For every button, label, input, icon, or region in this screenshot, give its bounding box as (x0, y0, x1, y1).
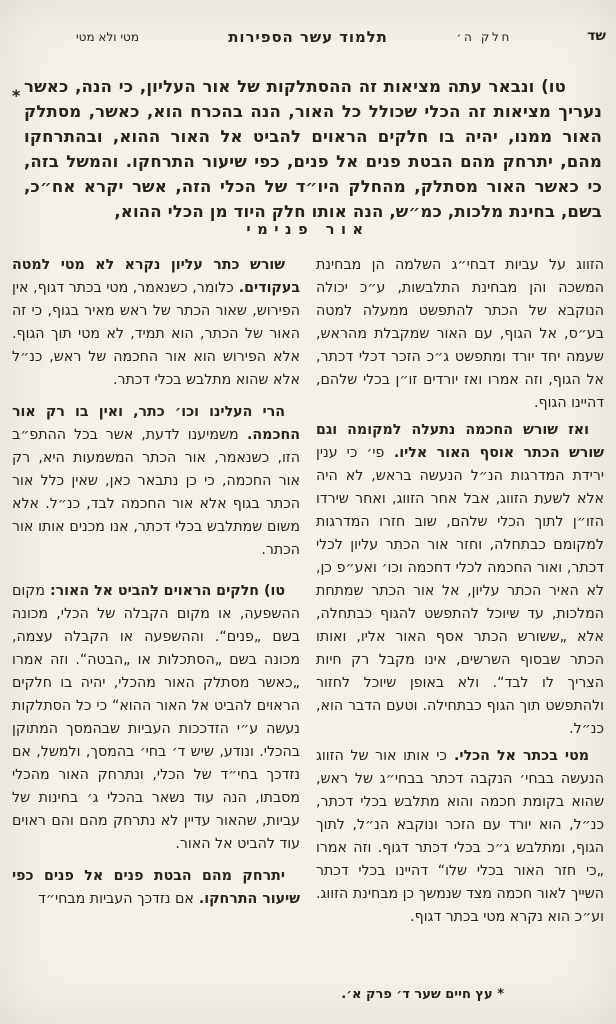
footnote (341, 987, 504, 1002)
footnote-text: עץ חיים שער ד׳ פרק א׳. (341, 987, 493, 1002)
commentary-paragraph (316, 745, 604, 929)
paragraph-lead: חלקים הראוים להביט אל האור: (49, 583, 260, 599)
commentary-paragraph (12, 865, 300, 911)
main-text-paragraph (24, 74, 602, 224)
commentary-paragraph (316, 254, 604, 415)
paragraph-lead: יתרחק מהם הבטת פנים אל פנים כפי שיעור התרחקו. (12, 868, 300, 907)
paragraph-lead: ואז שורש החכמה נתעלה למקומה וגם שורש הכתר אוסף האור אליו. (316, 422, 604, 461)
paragraph-number: טו) (264, 583, 285, 599)
part-label: חלק ה׳ (456, 30, 512, 44)
commentary-paragraph (12, 254, 300, 392)
commentary-column-left (12, 254, 300, 929)
page-header (0, 28, 616, 50)
section-heading-ohr-pnimi: אור פנימי (246, 222, 370, 238)
paragraph-body: כלומר, כשנאמר, מטי בכתר דגוף, אין הפירוש, שאור הכתר של ראש מאיר בגוף, כי זה האור של הכתר, הוא תמיד, לא מטי תוך הגוף. אלא הפירוש הוא אור החכמה של ראש, כנ״ל אלא שהוא מתלבש בכלי דכתר. (12, 280, 300, 388)
main-text-body: ונבאר עתה מציאות זה ההסתלקות של אור העליון, כי הנה, כאשר נעריך מציאות זה הכלי שכולל כל האור, הנה בהכרח הוא, כאשר, מסתלק האור ממנו, יהיה בו חלקים הראוים להביט אל האור ההוא, ובהתרחקו מהם, יתרחק מהם הבטת פנים אל פנים, כפי שיעור התרחקו. והמשל בזה, כי כאשר האור מסתלק, מהחלק היו״ד של הכלי הזה, אשר יקרא אח״כ, בשם, בחינת מלכות, כמ״ש, הנה אותו חלק היוד מן הכלי ההוא, (24, 77, 602, 221)
paragraph-lead: הרי העלינו וכו׳ כתר, ואין בו רק אור החכמה. (12, 404, 300, 443)
commentary-paragraph (316, 419, 604, 741)
paragraph-lead: שורש כתר עליון נקרא לא מטי למטה בעקודים. (12, 257, 300, 296)
main-item-number: טו) (541, 77, 566, 96)
running-title: מטי ולא מטי (76, 30, 139, 44)
book-title: תלמוד עשר הספירות (228, 28, 388, 46)
footnote-marker-margin: * (12, 86, 21, 105)
footnote-marker: * (497, 987, 504, 1002)
paragraph-body: כי אותו אור של הזווג הנעשה בבחי׳ הנקבה דכתר בבחי״ג של ראש, שהוא בקומת חכמה והוא מתלבש בכלי דכתר, כנ״ל, הוא יורד עם הזכר ונוקבא הנ״ל, לתוך הגוף, ומתלבש ג״כ בכלי דכתר דגוף. וזה אמרו „כי חזר האור בכלי שלו“ דהיינו בכלי דכתר השייך לאור חכמה מצד שנמשך כן מבחינת הזווג. וע״כ הוא נקרא מטי בכתר דגוף. (316, 748, 604, 925)
page-number: שד (587, 28, 606, 44)
paragraph-body: מקום ההשפעה, או מקום הקבלה של הכלי, מכונה בשם „פנים“. וההשפעה או הקבלה עצמה, מכונה בשם „הסתכלות או „הבטה“. וזה אמרו „כאשר מסתלק האור מהכלי, יהיה בו חלקים הראוים להביט אל האור ההוא“ כי כל הסתלקות נעשה ע״י הזדככות העביות שבהמסך המתוקן בהכלי. ונודע, שיש ד׳ בחי׳ בהמסך, ולמשל, אם נזדכך בחי״ד של הכלי, ונתרחק האור מהכלי מסבתו, הנה עוד נשאר בהכלי ג׳ בחינות של עביות, שהאור עדיין לא נתרחק מהם והם ראוים עוד להביט אל האור. (12, 583, 300, 852)
paragraph-body: אם נזדכך העביות מבחי״ד (38, 891, 194, 907)
commentary-paragraph (12, 401, 300, 562)
commentary-columns (12, 254, 604, 929)
paragraph-body: פי׳ כי ענין ירידת המדרגות הנ״ל הנעשה בראש, לא היה אלא לשעת הזווג, אבל אחר הזווג, ואחר שירדו הזו״ן לתוך הכלי שלהם, שוב חזרו המדרגות למקומם כבתחלה, וחזר אור הכתר עליון לכלי דכתר, ואור החכמה לכלי דחכמה וכו׳ ואע״פ כן, לא האיר הכתר עליון, אל אור הכתר שמתחת המלכות, עד שיוכל להתפשט להגוף כבתחלה, אלא „ששורש הכתר אסף האור אליו, ואותו הכתר שבסוף השרשים, אינו מקבל רק חיות הצריך לו לבד“. ולא באופן שיוכל לחזור ולהתפשט תוך הגוף כבתחילה. וטעם הדבר הוא, כנ״ל. (316, 445, 604, 737)
commentary-column-right (316, 254, 604, 929)
commentary-paragraph (12, 580, 300, 856)
paragraph-lead: מטי בכתר אל הכלי. (454, 748, 589, 764)
paragraph-body: הזווג על עביות דבחי״ג השלמה הן מבחינת המשכה והן מבחינת התלבשות, ע״כ יכולה הנוקבא של הכתר להתפשט ממעלה למטה בע״ס, אל הגוף, עם האור שמקבלת מהראש, שעמה יחד יורד ומתפשט ג״כ הזכר דכלי דכתר, אל הגוף, וזה אמרו ואז יורדים זו״ן בכלי שלהם, דהיינו הגוף. (316, 257, 604, 411)
paragraph-body: משמיענו לדעת, אשר בכל ההתפ״ב הזו, כשנאמר, אור הכתר המשמעות היא, רק אור החכמה, כי כן נתבאר כאן, שאין כלל אור הכתר בגוף אלא אור החכמה לבד, כנ״ל. אלא משום שמתלבש בכלי דכתר, אנו מכנים אותו אור הכתר. (12, 427, 300, 558)
